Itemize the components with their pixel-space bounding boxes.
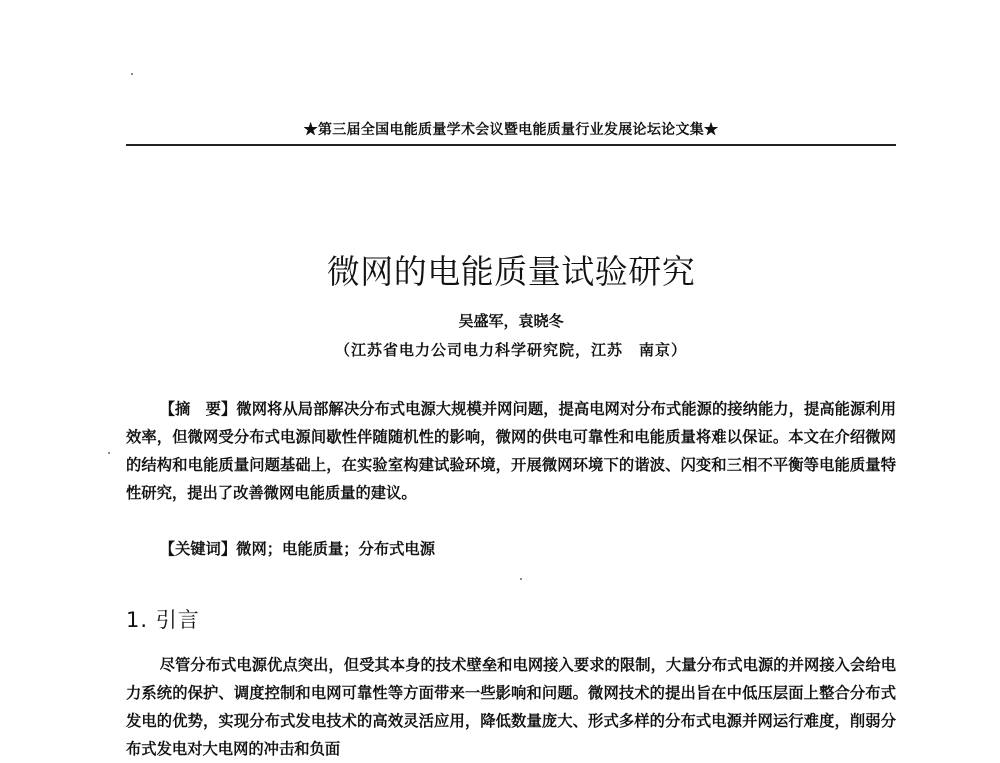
proceedings-header: ★第三届全国电能质量学术会议暨电能质量行业发展论坛论文集★ — [303, 122, 719, 138]
section-heading-introduction: 1. 引言 — [126, 608, 200, 632]
abstract-text: 微网将从局部解决分布式电源大规模并网问题，提高电网对分布式能源的接纳能力，提高能源利用效率，但微网受分布式电源间歇性伴随随机性的影响，微网的供电可靠性和电能质量将难以保证。本文在介绍微网的结构和电能质量问题基础上，在实验室构建试验环境，开展微网环境下的谐波、闪变和三相不平衡等电能质量特性研究，提出了改善微网电能质量的建议。 — [126, 400, 896, 502]
keywords-text: 微网；电能质量；分布式电源 — [236, 540, 436, 558]
introduction-paragraph: 尽管分布式电源优点突出，但受其本身的技术壁垒和电网接入要求的限制，大量分布式电源的并网接入会给电力系统的保护、调度控制和电网可靠性等方面带来一些影响和问题。微网技术的提出旨在中低压层面上整合分布式发电的优势，实现分布式发电技术的高效灵活应用，降低数量庞大、形式多样的分布式电源并网运行难度，削弱分布式发电对大电网的冲击和负面 — [126, 656, 896, 758]
keywords-block — [126, 535, 896, 563]
scan-speck — [131, 73, 133, 75]
abstract-paragraph — [126, 395, 896, 507]
keywords-paragraph — [126, 535, 896, 563]
abstract-block — [126, 395, 896, 507]
abstract-label: 【摘 要】 — [159, 400, 237, 418]
paper-authors: 吴盛军，袁晓冬 — [458, 312, 564, 330]
introduction-body — [126, 651, 896, 763]
scan-speck — [520, 578, 522, 580]
keywords-label: 【关键词】 — [159, 540, 237, 558]
scan-speck — [108, 452, 110, 454]
header-rule — [126, 144, 896, 146]
paper-affiliation: （江苏省电力公司电力科学研究院，江苏 南京） — [334, 341, 687, 359]
paper-title: 微网的电能质量试验研究 — [326, 252, 696, 291]
